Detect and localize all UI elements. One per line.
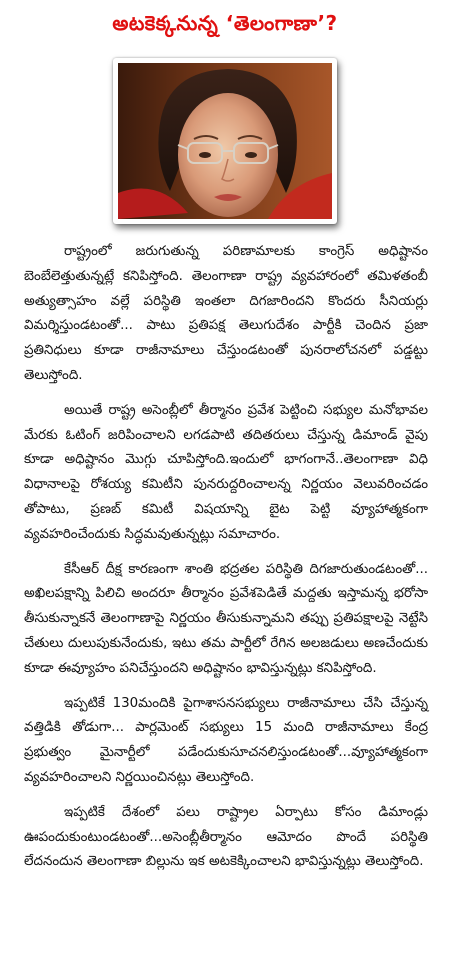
article-title: అటకెక్కనున్న ‘తెలంగాణా’? [112,11,338,35]
article-body [24,240,428,885]
paragraph-5: ఇప్పటికే దేశంలో పలు రాష్ట్రాల ఏర్పాటు కోసం డిమాండ్లు ఊపందుకుంటుండటంతో...అసెంబ్లీతీర్మానం ఆమోదం పొందే పరిస్థితి లేదనందున తెలంగాణా బిల్లును ఇక అటకెక్కించాలని భావిస్తున్నట్లు తెలుస్తోంది. [24,804,428,870]
paragraph-3: కేసీఆర్ దీక్ష కారణంగా శాంతి భద్రతల పరిస్థితి దిగజారుతుండటంతో... అఖిలపక్షాన్ని పిలిచి అందరూ తీర్మానం ప్రవేశపెడితే మద్దతు ఇస్తామన్న భరోసా తీసుకున్నాకనే తెలంగాణాపై నిర్ణయం తీసుకున్నామని తప్పు ప్రతిపక్షాలపై నెట్టేసి చేతులు దులుపుకునేందుకు, ఇటు తమ పార్టీలో రేగిన అలజడులు అణచేందుకు కూడా ఈవ్యూహం పనిచేస్తుందని అధిష్టానం భావిస్తున్నట్లు కనిపిస్తోంది. [24,561,428,676]
paragraph-2: అయితే రాష్ట్ర అసెంబ్లీలో తీర్మానం ప్రవేశ పెట్టించి సభ్యుల మనోభావల మేరకు ఓటింగ్ జరిపించాలని లగడపాటి తదితరులు చేస్తున్న డిమాండ్ వైపు కూడా అధిష్టానం మొగ్గు చూపిస్తోంది.ఇందులో భాగంగానే..తెలంగాణా విధి విధానాలపై రోశయ్య కమిటీని పునరుద్దరించాలన్న నిర్ణయం వెలువరించడం తోపాటు, ప్రణబ్ కమిటీ విషయాన్ని బైట పెట్టి వ్యూహాత్మకంగా వ్యవహరించేందుకు సిద్ధమవుతున్నట్లు సమాచారం. [24,402,428,542]
portrait-image [118,63,332,219]
article-photo [113,58,337,224]
paragraph-4: ఇప్పటికే 130మందికి పైగాశాసనసభ్యులు రాజీనామాలు చేసి చేస్తున్న వత్తిడికి తోడుగా... పార్లమెంట్ సభ్యులు 15 మంది రాజీనామాలు కేంద్ర ప్రభుత్వం మైనార్టీలో పడేందుకుసూచనలిస్తుండటంతో...వ్యూహాత్మకంగా వ్యవహరించాలని నిర్ణయించినట్లు తెలుస్తోంది. [24,695,428,785]
paragraph-1: రాష్ట్రంలో జరుగుతున్న పరిణామాలకు కాంగ్రెస్ అధిష్టానం బెంబేలెత్తుతున్నట్లే కనిపిస్తోంది. తెలంగాణా రాష్ట్ర వ్యవహారంలో తమిళతంబీ అత్యుత్సాహం వల్లే పరిస్థితి ఇంతలా దిగజారిందని కొందరు సీనియర్లు విమర్శిస్తుండటంతో... పాటు ప్రతిపక్ష తెలుగుదేశం పార్టీకి చెందిన ప్రజా ప్రతినిధులు కూడా రాజీనామాలు చేస్తుండటంతో పునరాలోచనలో పడ్డట్టు తెలుస్తోంది. [24,244,428,383]
